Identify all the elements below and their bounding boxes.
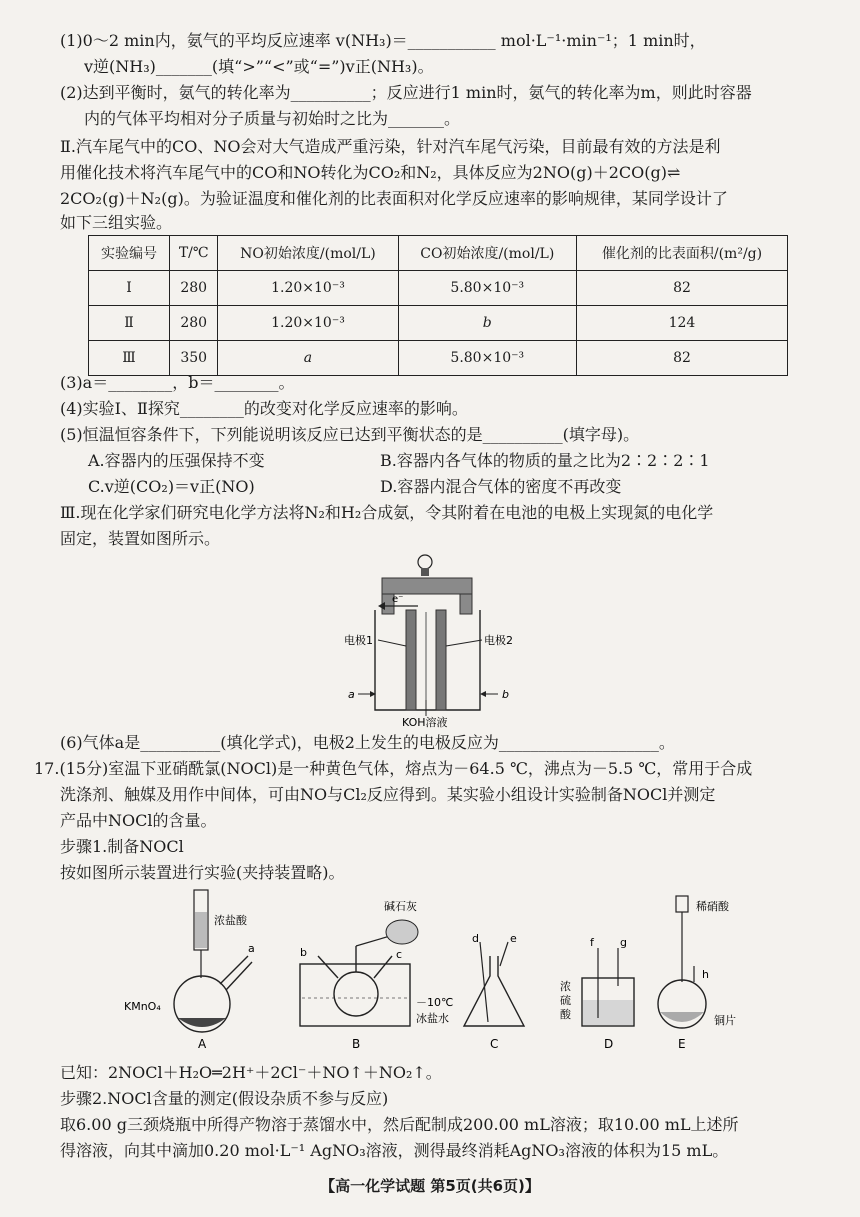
- table-cell: a: [218, 341, 398, 376]
- apparatus-b: [300, 899, 453, 1050]
- apparatus-c: [464, 932, 524, 1050]
- q17-line2: 洗涤剂、触媒及用作中间体，可由NO与Cl₂反应得到。某实验小组设计实验制备NOCl并测定: [60, 785, 716, 804]
- section3-line2: 固定，装置如图所示。: [60, 529, 221, 548]
- electron-label: e⁻: [392, 594, 404, 605]
- table-header: NO初始浓度/(mol/L): [218, 236, 398, 271]
- table-cell: 1.20×10⁻³: [218, 306, 398, 341]
- step2-title: 步骤2.NOCl含量的测定(假设杂质不参与反应): [60, 1089, 389, 1108]
- q1-line2: v逆(NH₃)_______(填“>”“<”或“=”)v正(NH₃)。: [84, 57, 434, 76]
- q17-line3: 产品中NOCl的含量。: [60, 811, 217, 830]
- d-port-g-label: g: [620, 936, 627, 949]
- c-port-e-label: e: [510, 932, 517, 945]
- bulb-icon: [418, 555, 432, 576]
- q6-line: (6)气体a是__________(填化学式)，电极2上发生的电极反应为____________________。: [60, 733, 675, 752]
- apparatus-a: [124, 890, 255, 1050]
- q2-line1: (2)达到平衡时，氨气的转化率为__________；反应进行1 min时，氨气的转化率为m，则此时容器: [60, 83, 752, 102]
- table-header-row: [89, 236, 788, 271]
- table-cell: 5.80×10⁻³: [398, 271, 576, 306]
- table-row: [89, 306, 788, 341]
- table-cell: 280: [170, 271, 218, 306]
- table-cell: 82: [576, 341, 787, 376]
- gas-b-label: b: [502, 688, 509, 701]
- table-header: CO初始浓度/(mol/L): [398, 236, 576, 271]
- step1-text: 按如图所示装置进行实验(夹持装置略)。: [60, 863, 345, 882]
- q5-line: (5)恒温恒容条件下，下列能说明该反应已达到平衡状态的是__________(填字母)。: [60, 425, 640, 444]
- known-equation: 已知：2NOCl＋H₂O═2H⁺＋2Cl⁻＋NO↑＋NO₂↑。: [60, 1063, 442, 1082]
- a-label: A: [198, 1037, 207, 1050]
- option-d: D.容器内混合气体的密度不再改变: [380, 477, 622, 496]
- apparatus-e: [658, 896, 736, 1050]
- table-cell: 1.20×10⁻³: [218, 271, 398, 306]
- table-header: T/℃: [170, 236, 218, 271]
- b-port-c-label: c: [396, 948, 403, 961]
- electrolyte-label: KOH溶液: [402, 716, 448, 728]
- table-cell: Ⅲ: [89, 341, 170, 376]
- b-temp-label: －10℃: [416, 996, 454, 1009]
- b-label: B: [352, 1037, 361, 1050]
- table-cell: Ⅰ: [89, 271, 170, 306]
- cell-vessel: [375, 610, 480, 710]
- apparatus-d: [560, 936, 634, 1050]
- section3-line1: Ⅲ.现在化学家们研究电化学方法将N₂和H₂合成氨，令其附着在电池的电极上实现氮的电化学: [60, 503, 714, 522]
- section2-line1: Ⅱ.汽车尾气中的CO、NO会对大气造成严重污染，针对汽车尾气污染，目前最有效的方法是利: [60, 137, 721, 156]
- option-b: B.容器内各气体的物质的量之比为2∶2∶2∶1: [380, 451, 710, 470]
- wire-top-bar: [382, 578, 472, 594]
- table-cell: 82: [576, 271, 787, 306]
- c-port-d-label: d: [472, 932, 479, 945]
- step2-para1: 取6.00 g三颈烧瓶中所得产物溶于蒸馏水中，然后配制成200.00 mL溶液；取10.00 mL上述所: [60, 1115, 739, 1134]
- electrode-2: [436, 610, 446, 710]
- electrode-1-label: 电极1: [344, 634, 373, 647]
- a-acid-label: 浓盐酸: [214, 914, 247, 927]
- electrochemical-cell-diagram: [330, 550, 530, 728]
- table-row: [89, 341, 788, 376]
- b-bath-label: 冰盐水: [416, 1012, 449, 1025]
- d-label: D: [604, 1037, 614, 1050]
- apparatus-diagram: [120, 886, 760, 1050]
- d-acid-label: 浓: [560, 980, 571, 993]
- a-solid-label: KMnO₄: [124, 1000, 161, 1013]
- e-acid-label: 稀硝酸: [696, 900, 729, 913]
- e-label: E: [678, 1037, 686, 1050]
- option-c: C.v逆(CO₂)＝v正(NO): [88, 477, 255, 496]
- q4-line: (4)实验Ⅰ、Ⅱ探究________的改变对化学反应速率的影响。: [60, 399, 468, 418]
- d-port-f-label: f: [590, 936, 594, 949]
- step1-title: 步骤1.制备NOCl: [60, 837, 184, 856]
- electrode-1-pointer: [378, 640, 406, 646]
- step2-para2: 得溶液，向其中滴加0.20 mol·L⁻¹ AgNO₃溶液，测得最终消耗AgNO₃溶液的体积为15 mL。: [60, 1141, 729, 1160]
- table-cell: 5.80×10⁻³: [398, 341, 576, 376]
- table-cell: 124: [576, 306, 787, 341]
- q1-line1: (1)0～2 min内，氨气的平均反应速率 v(NH₃)＝___________ mol·L⁻¹·min⁻¹；1 min时，: [60, 31, 706, 50]
- electrode-2-pointer: [446, 640, 482, 646]
- page-footer: 【高一化学试题 第5页(共6页)】: [320, 1177, 540, 1195]
- q17-line1: 17.(15分)室温下亚硝酰氯(NOCl)是一种黄色气体，熔点为－64.5 ℃，沸点为－5.5 ℃，常用于合成: [34, 759, 753, 778]
- e-metal-label: 铜片: [714, 1014, 736, 1027]
- d-acid-label: 酸: [560, 1008, 571, 1021]
- a-port-label: a: [248, 942, 255, 955]
- b-port-b-label: b: [300, 946, 307, 959]
- electrode-1: [406, 610, 416, 710]
- q3-line: (3)a＝________，b＝________。: [60, 373, 295, 392]
- table-header: 催化剂的比表面积/(m²/g): [576, 236, 787, 271]
- section2-line2: 用催化技术将汽车尾气中的CO和NO转化为CO₂和N₂，具体反应为2NO(g)＋2CO(g)⇌: [60, 163, 681, 182]
- electrode-2-label: 电极2: [484, 634, 513, 647]
- wire-right-post: [460, 594, 472, 614]
- gas-b-arrow-head: [480, 691, 486, 697]
- q2-line2: 内的气体平均相对分子质量与初始时之比为_______。: [84, 109, 461, 128]
- table-header: 实验编号: [89, 236, 170, 271]
- b-lime-label: 碱石灰: [384, 900, 417, 913]
- c-label: C: [490, 1037, 499, 1050]
- option-a: A.容器内的压强保持不变: [88, 451, 265, 470]
- table-cell: Ⅱ: [89, 306, 170, 341]
- section2-line3: 2CO₂(g)＋N₂(g)。为验证温度和催化剂的比表面积对化学反应速率的影响规律，某同学设计了: [60, 189, 728, 208]
- gas-a-label: a: [348, 688, 355, 701]
- e-port-h-label: h: [702, 968, 709, 981]
- table-cell: 280: [170, 306, 218, 341]
- table-row: [89, 271, 788, 306]
- d-acid-label: 硫: [560, 994, 571, 1007]
- table-cell: b: [398, 306, 576, 341]
- experiment-table: [88, 235, 788, 376]
- table-cell: 350: [170, 341, 218, 376]
- section2-line4: 如下三组实验。: [60, 213, 173, 232]
